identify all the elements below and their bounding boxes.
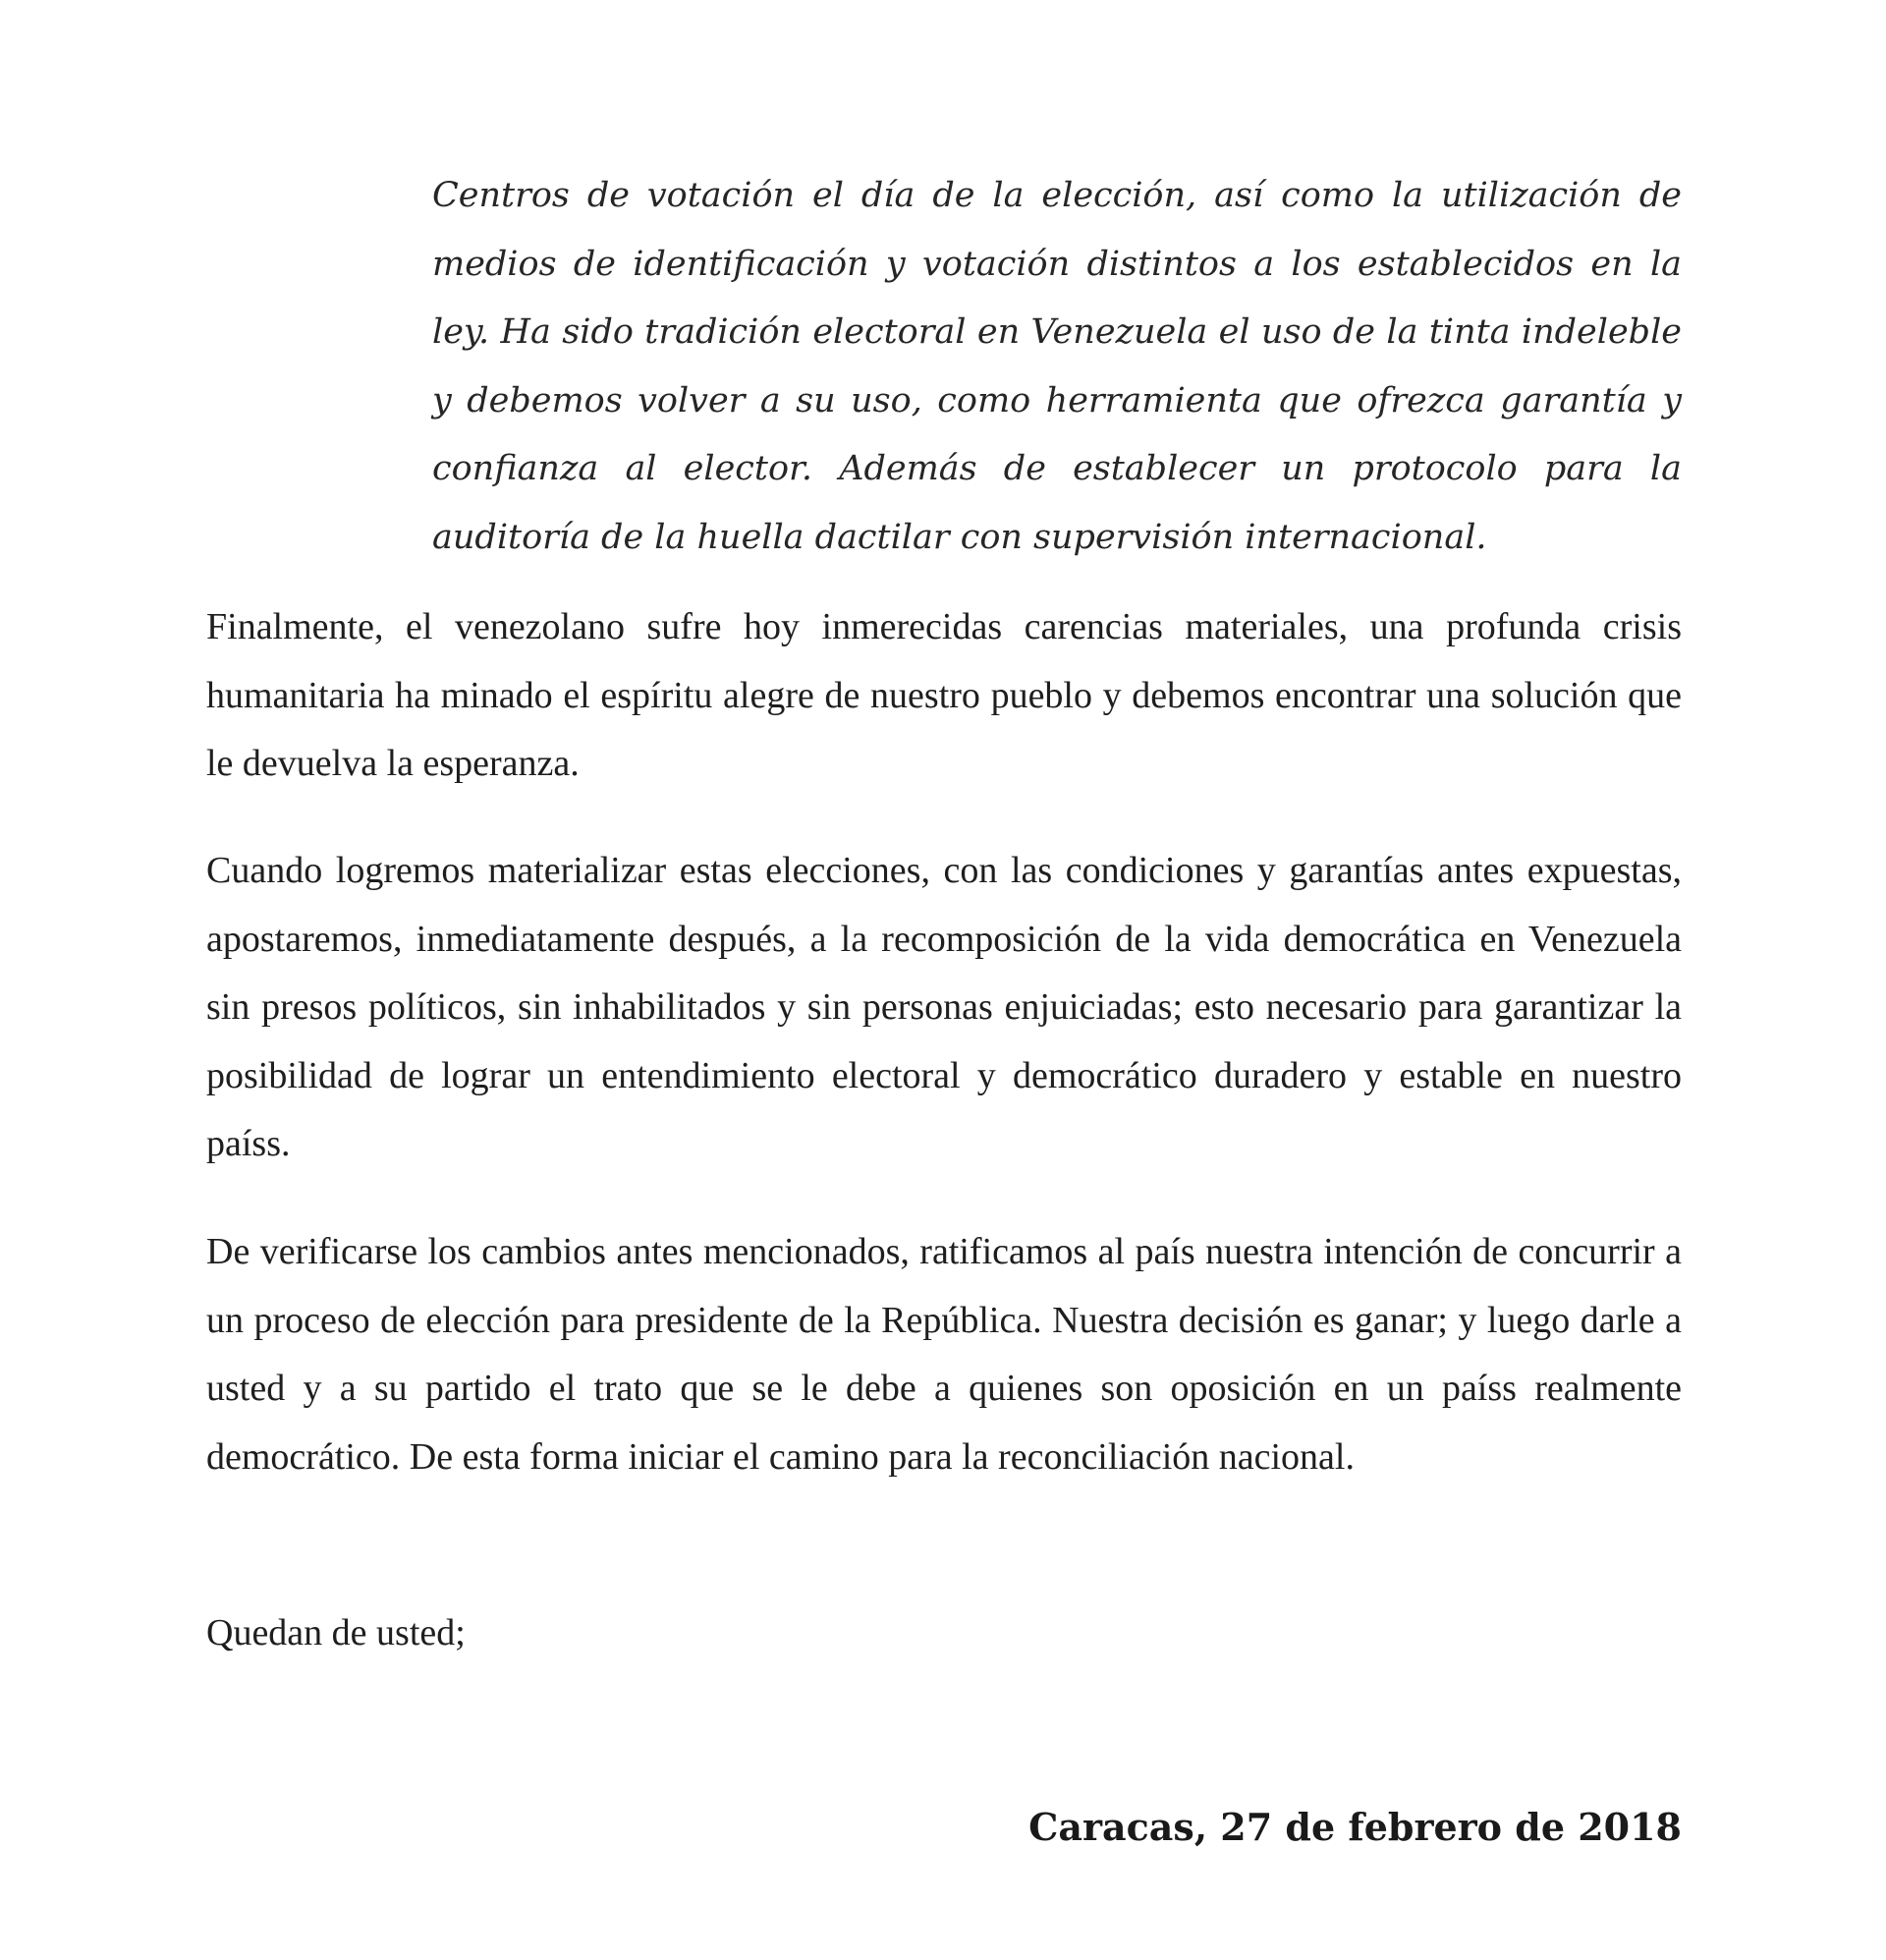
paragraph-democratic-recomposition: Cuando logremos materializar estas elecciones, con las condiciones y garantías antes expuestas, apostaremos, inmediatamente después, a la recomposición de la vida democrática en Venezuela sin presos políticos, sin inhabilitados y sin personas enjuiciadas; esto necesario para garantizar la posibilidad de lograr un entendimiento electoral y democrático duradero y estable en nuestro paíss. <box>206 850 1682 1164</box>
quoted-paragraph: Centros de votación el día de la elección, así como la utilización de medios de identificación y votación distintos a los establecidos en la ley. Ha sido tradición electoral en Venezuela el uso de la tinta indeleble y debemos volver a su uso, como herramienta que ofrezca garantía y confianza al elector. Además de establecer un protocolo para la auditoría de la huella dactilar con supervisión internacional. <box>432 176 1682 557</box>
place-and-date: Caracas, 27 de febrero de 2018 <box>1028 1805 1682 1849</box>
paragraph-election-intention: De verificarse los cambios antes mencionados, ratificamos al país nuestra intención de concurrir a un proceso de elección para presidente de la República. Nuestra decisión es ganar; y luego darle a usted y a su partido el trato que se le debe a quienes son oposición en un paíss realmente democrático. De esta forma iniciar el camino para la reconciliación nacional. <box>206 1231 1682 1478</box>
closing-line: Quedan de usted; <box>206 1612 466 1653</box>
paragraph-humanitarian-crisis: Finalmente, el venezolano sufre hoy inmerecidas carencias materiales, una profunda crisis humanitaria ha minado el espíritu alegre de nuestro pueblo y debemos encontrar una solución que le devuelva la esperanza. <box>206 606 1682 784</box>
